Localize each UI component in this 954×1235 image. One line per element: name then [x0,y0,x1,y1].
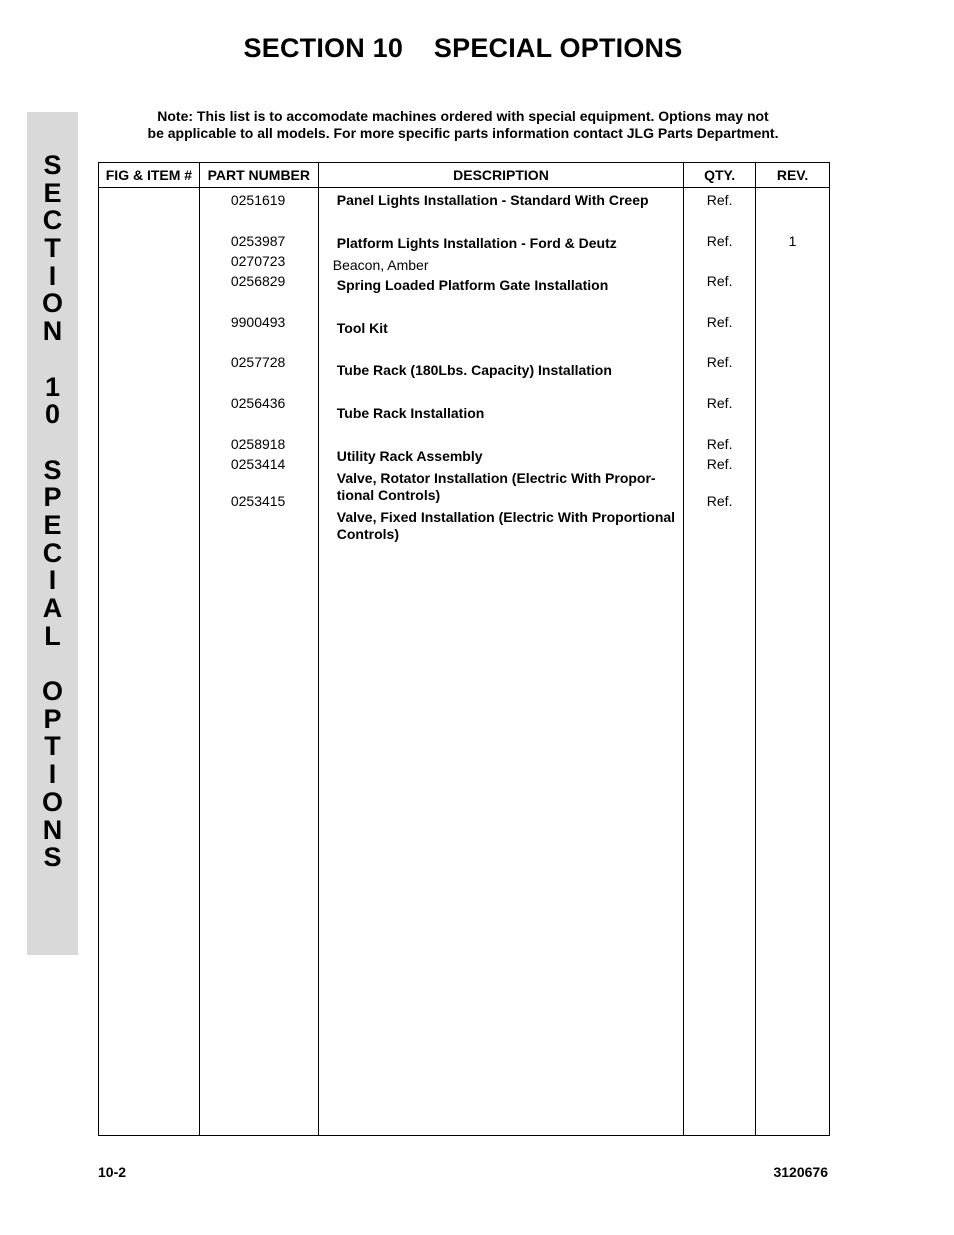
parts-table [98,162,830,1136]
table-cell-description [319,297,683,317]
table-cell-description: Tube Rack Installation [336,404,485,421]
table-body [99,188,830,1136]
header-part-number: PART NUMBER [199,163,318,188]
note-line-2: be applicable to all models. For more specific parts information contact JLG Parts Department. [147,125,779,141]
table-cell-qty [684,251,755,271]
table-cell-fig-item [99,454,199,491]
column-description [318,188,683,1136]
table-cell-part-number: 9900493 [230,313,286,330]
header-qty: QTY. [684,163,756,188]
table-cell-part-number: 0253415 [230,492,286,509]
header-description: DESCRIPTION [318,163,683,188]
table-cell-rev: 1 [788,232,797,249]
sidebar-letter: A [42,593,63,623]
sidebar-letter: I [48,565,57,596]
header-rev: REV. [756,163,830,188]
column-part-number [199,188,318,1136]
table-cell-description: Tube Rack (180Lbs. Capacity) Installation [336,362,612,379]
table-cell-qty: Ref. [706,232,733,249]
column-qty [684,188,756,1136]
table-cell-part-number: 0256829 [230,273,286,290]
table-cell-rev [756,373,829,393]
sidebar-letter: I [48,759,57,790]
table-cell-part-number: 0253987 [230,232,286,249]
table-cell-qty: Ref. [706,313,733,330]
table-header-row [99,163,830,188]
sidebar-letter: S [43,454,62,485]
note-text [0,108,926,142]
table-cell-rev [756,434,829,454]
sidebar-letter: 1 [44,371,61,402]
sidebar-letter: S [43,150,62,180]
table-cell-description [319,383,683,403]
sidebar-letter [27,650,78,678]
table-cell-fig-item [99,271,199,291]
table-cell-part-number: 0256436 [230,394,286,411]
table-cell-qty: Ref. [706,354,733,371]
sidebar-letter: I [48,260,57,291]
sidebar-letter: S [43,842,62,873]
table-cell-qty: Ref. [706,492,733,509]
sidebar-letter: P [43,482,62,513]
table-cell-qty: Ref. [706,394,733,411]
table-cell-fig-item [99,413,199,433]
column-rev [756,188,830,1136]
table-cell-fig-item [99,491,199,528]
table-cell-fig-item [99,434,199,454]
table-cell-fig-item [99,332,199,352]
table-cell-rev [756,352,829,372]
table-cell-part-number [200,373,318,393]
table-cell-fig-item [99,210,199,230]
table-cell-description: Platform Lights Installation - Ford & Deutz [336,234,617,251]
table-cell-description: Beacon, Amber [332,256,429,273]
table-cell-qty [684,373,755,393]
table-cell-fig-item [99,312,199,332]
sidebar-letter: N [42,814,63,845]
table-cell-rev [756,190,829,210]
table-cell-qty [684,413,755,433]
document-number: 3120676 [773,1164,828,1180]
table-cell-description [319,425,683,445]
table-cell-fig-item [99,190,199,210]
sidebar-letter: L [44,620,61,651]
sidebar-letter [27,346,78,374]
table-cell-rev [756,413,829,433]
sidebar-letter: P [43,703,62,734]
sidebar-letter: E [43,177,62,208]
table-cell-qty: Ref. [706,192,733,208]
table-cell-fig-item [99,393,199,413]
sidebar-letter: O [41,288,63,319]
table-cell-part-number [200,291,318,311]
table-cell-rev [756,210,829,230]
header-fig-item: FIG & ITEM # [99,163,200,188]
sidebar-letter: 0 [44,399,61,430]
section-sidebar-text [27,152,78,872]
sidebar-letter [27,429,78,457]
table-cell-description: Spring Loaded Platform Gate Installation [336,277,609,294]
page-number: 10-2 [98,1164,127,1180]
sidebar-letter: E [43,509,62,540]
table-cell-part-number [200,210,318,230]
table-cell-qty: Ref. [706,435,733,452]
table-cell-part-number: 0257728 [230,354,286,371]
table-cell-part-number [200,332,318,352]
table-cell-description: Utility Rack Assembly [336,447,483,464]
table-cell-fig-item [99,231,199,251]
sidebar-letter: N [42,316,63,347]
sidebar-letter: O [41,676,63,707]
table-cell-rev [756,332,829,352]
table-cell-qty [684,291,755,311]
sidebar-letter: T [44,233,61,264]
table-cell-part-number: 0253414 [230,455,286,472]
sidebar-letter: T [44,731,61,762]
table-cell-qty: Ref. [706,273,733,290]
table-cell-qty [684,332,755,352]
table-cell-fig-item [99,291,199,311]
table-cell-part-number: 0258918 [230,435,286,452]
sidebar-letter: C [42,537,63,568]
table-cell-description [319,212,683,232]
table-cell-description [319,340,683,360]
table-cell-rev [756,271,829,291]
table-cell-fig-item [99,251,199,271]
note-line-1: Note: This list is to accomodate machines ordered with special equipment. Options may not [157,108,769,124]
table-cell-part-number: 0251619 [230,192,286,208]
table-cell-description: Panel Lights Installation - Standard With Creep [336,192,649,208]
sidebar-letter: O [41,786,63,817]
table-cell-fig-item [99,352,199,372]
table-cell-rev [756,454,829,491]
table-cell-part-number: 0270723 [230,252,286,269]
table-cell-qty: Ref. [706,455,733,472]
table-cell-part-number [200,413,318,433]
table-cell-qty [684,210,755,230]
table-cell-rev [756,491,829,528]
column-fig-item [99,188,200,1136]
table-cell-rev [756,393,829,413]
table-cell-fig-item [99,373,199,393]
table-cell-description: Tool Kit [336,319,388,336]
table-cell-description: Valve, Fixed Installation (Electric With Proportional Controls) [336,508,676,542]
table-cell-description: Valve, Rotator Installation (Electric With Propor-tional Controls) [336,469,656,503]
page-title: SECTION 10 SPECIAL OPTIONS [243,33,683,63]
sidebar-letter: C [42,205,63,236]
table-cell-rev [756,291,829,311]
table-cell-rev [756,312,829,332]
table-cell-rev [756,251,829,271]
section-sidebar-tab [27,112,78,955]
